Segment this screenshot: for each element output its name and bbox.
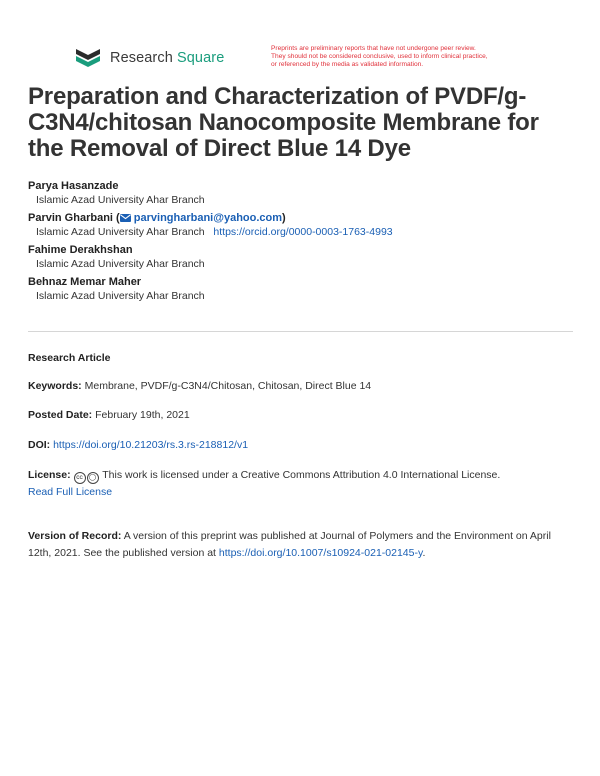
disclaimer-line: or referenced by the media as validated information. <box>271 61 424 69</box>
disclaimer-line: Preprints are preliminary reports that have not undergone peer review. <box>271 45 476 52</box>
author-list <box>28 179 573 307</box>
author-affiliation: Islamic Azad University Ahar Branch <box>36 226 205 238</box>
doi-link[interactable]: https://doi.org/10.21203/rs.3.rs-218812/v1 <box>53 439 249 451</box>
keywords-value: Membrane, PVDF/g-C3N4/Chitosan, Chitosan, Direct Blue 14 <box>84 380 372 392</box>
license-row <box>28 467 573 501</box>
author-entry <box>28 211 573 240</box>
article-type-label: Research Article <box>28 352 111 364</box>
version-of-record-row <box>28 528 573 562</box>
logo-text-accent: Square <box>177 50 225 66</box>
author-affiliation: Islamic Azad University Ahar Branch <box>36 194 205 206</box>
article-type <box>28 350 573 367</box>
logo-text-main: Research <box>110 50 173 66</box>
research-square-logo-icon <box>74 48 102 68</box>
author-affiliation-row <box>28 225 573 240</box>
keywords-row <box>28 378 573 395</box>
author-name: Fahime Derakhshan <box>28 244 133 256</box>
author-email-link[interactable]: parvingharbani@yahoo.com <box>133 212 283 224</box>
published-version-link[interactable]: https://doi.org/10.1007/s10924-021-02145-y <box>218 547 423 559</box>
section-divider <box>28 331 573 332</box>
orcid-link[interactable]: https://orcid.org/0000-0003-1763-4993 <box>213 226 393 238</box>
creative-commons-icon: cc <box>74 472 86 484</box>
logo-wordmark <box>110 50 224 66</box>
author-entry <box>28 243 573 272</box>
author-name: Parvin Gharbani <box>28 212 113 224</box>
doi-row <box>28 437 573 454</box>
posted-date-row <box>28 407 573 424</box>
author-affiliation: Islamic Azad University Ahar Branch <box>36 258 205 270</box>
license-label: License: <box>28 469 71 481</box>
posted-date-label: Posted Date: <box>28 409 93 421</box>
author-name-with-email: Parvin Gharbani ( parvingharbani@yahoo.com) <box>28 212 286 224</box>
research-square-logo[interactable] <box>74 48 224 68</box>
version-of-record-text: A version of this preprint was published at Journal of Polymers and the Environment on April 12th, 2021. See the published version at <box>28 530 551 559</box>
disclaimer-line: They should not be considered conclusive, used to inform clinical practice, <box>271 53 488 61</box>
attribution-icon: ◯ <box>87 472 99 484</box>
author-name: Behnaz Memar Maher <box>28 276 142 288</box>
author-name: Parya Hasanzade <box>28 180 119 192</box>
keywords-label: Keywords: <box>28 380 82 392</box>
author-affiliation: Islamic Azad University Ahar Branch <box>36 290 205 302</box>
paper-title: Preparation and Characterization of PVDF/g-C3N4/chitosan Nanocomposite Membrane for the Removal of Direct Blue 14 Dye <box>28 83 539 162</box>
version-of-record-trailing: . <box>422 547 426 559</box>
license-text: This work is licensed under a Creative Commons Attribution 4.0 International License. <box>102 469 501 481</box>
author-entry <box>28 179 573 208</box>
author-entry <box>28 275 573 304</box>
version-of-record-label: Version of Record: <box>28 530 122 542</box>
preprint-disclaimer <box>271 45 561 70</box>
doi-label: DOI: <box>28 439 51 451</box>
read-full-license-link[interactable]: Read Full License <box>28 486 113 498</box>
email-icon <box>120 214 131 222</box>
posted-date-value: February 19th, 2021 <box>95 409 190 421</box>
